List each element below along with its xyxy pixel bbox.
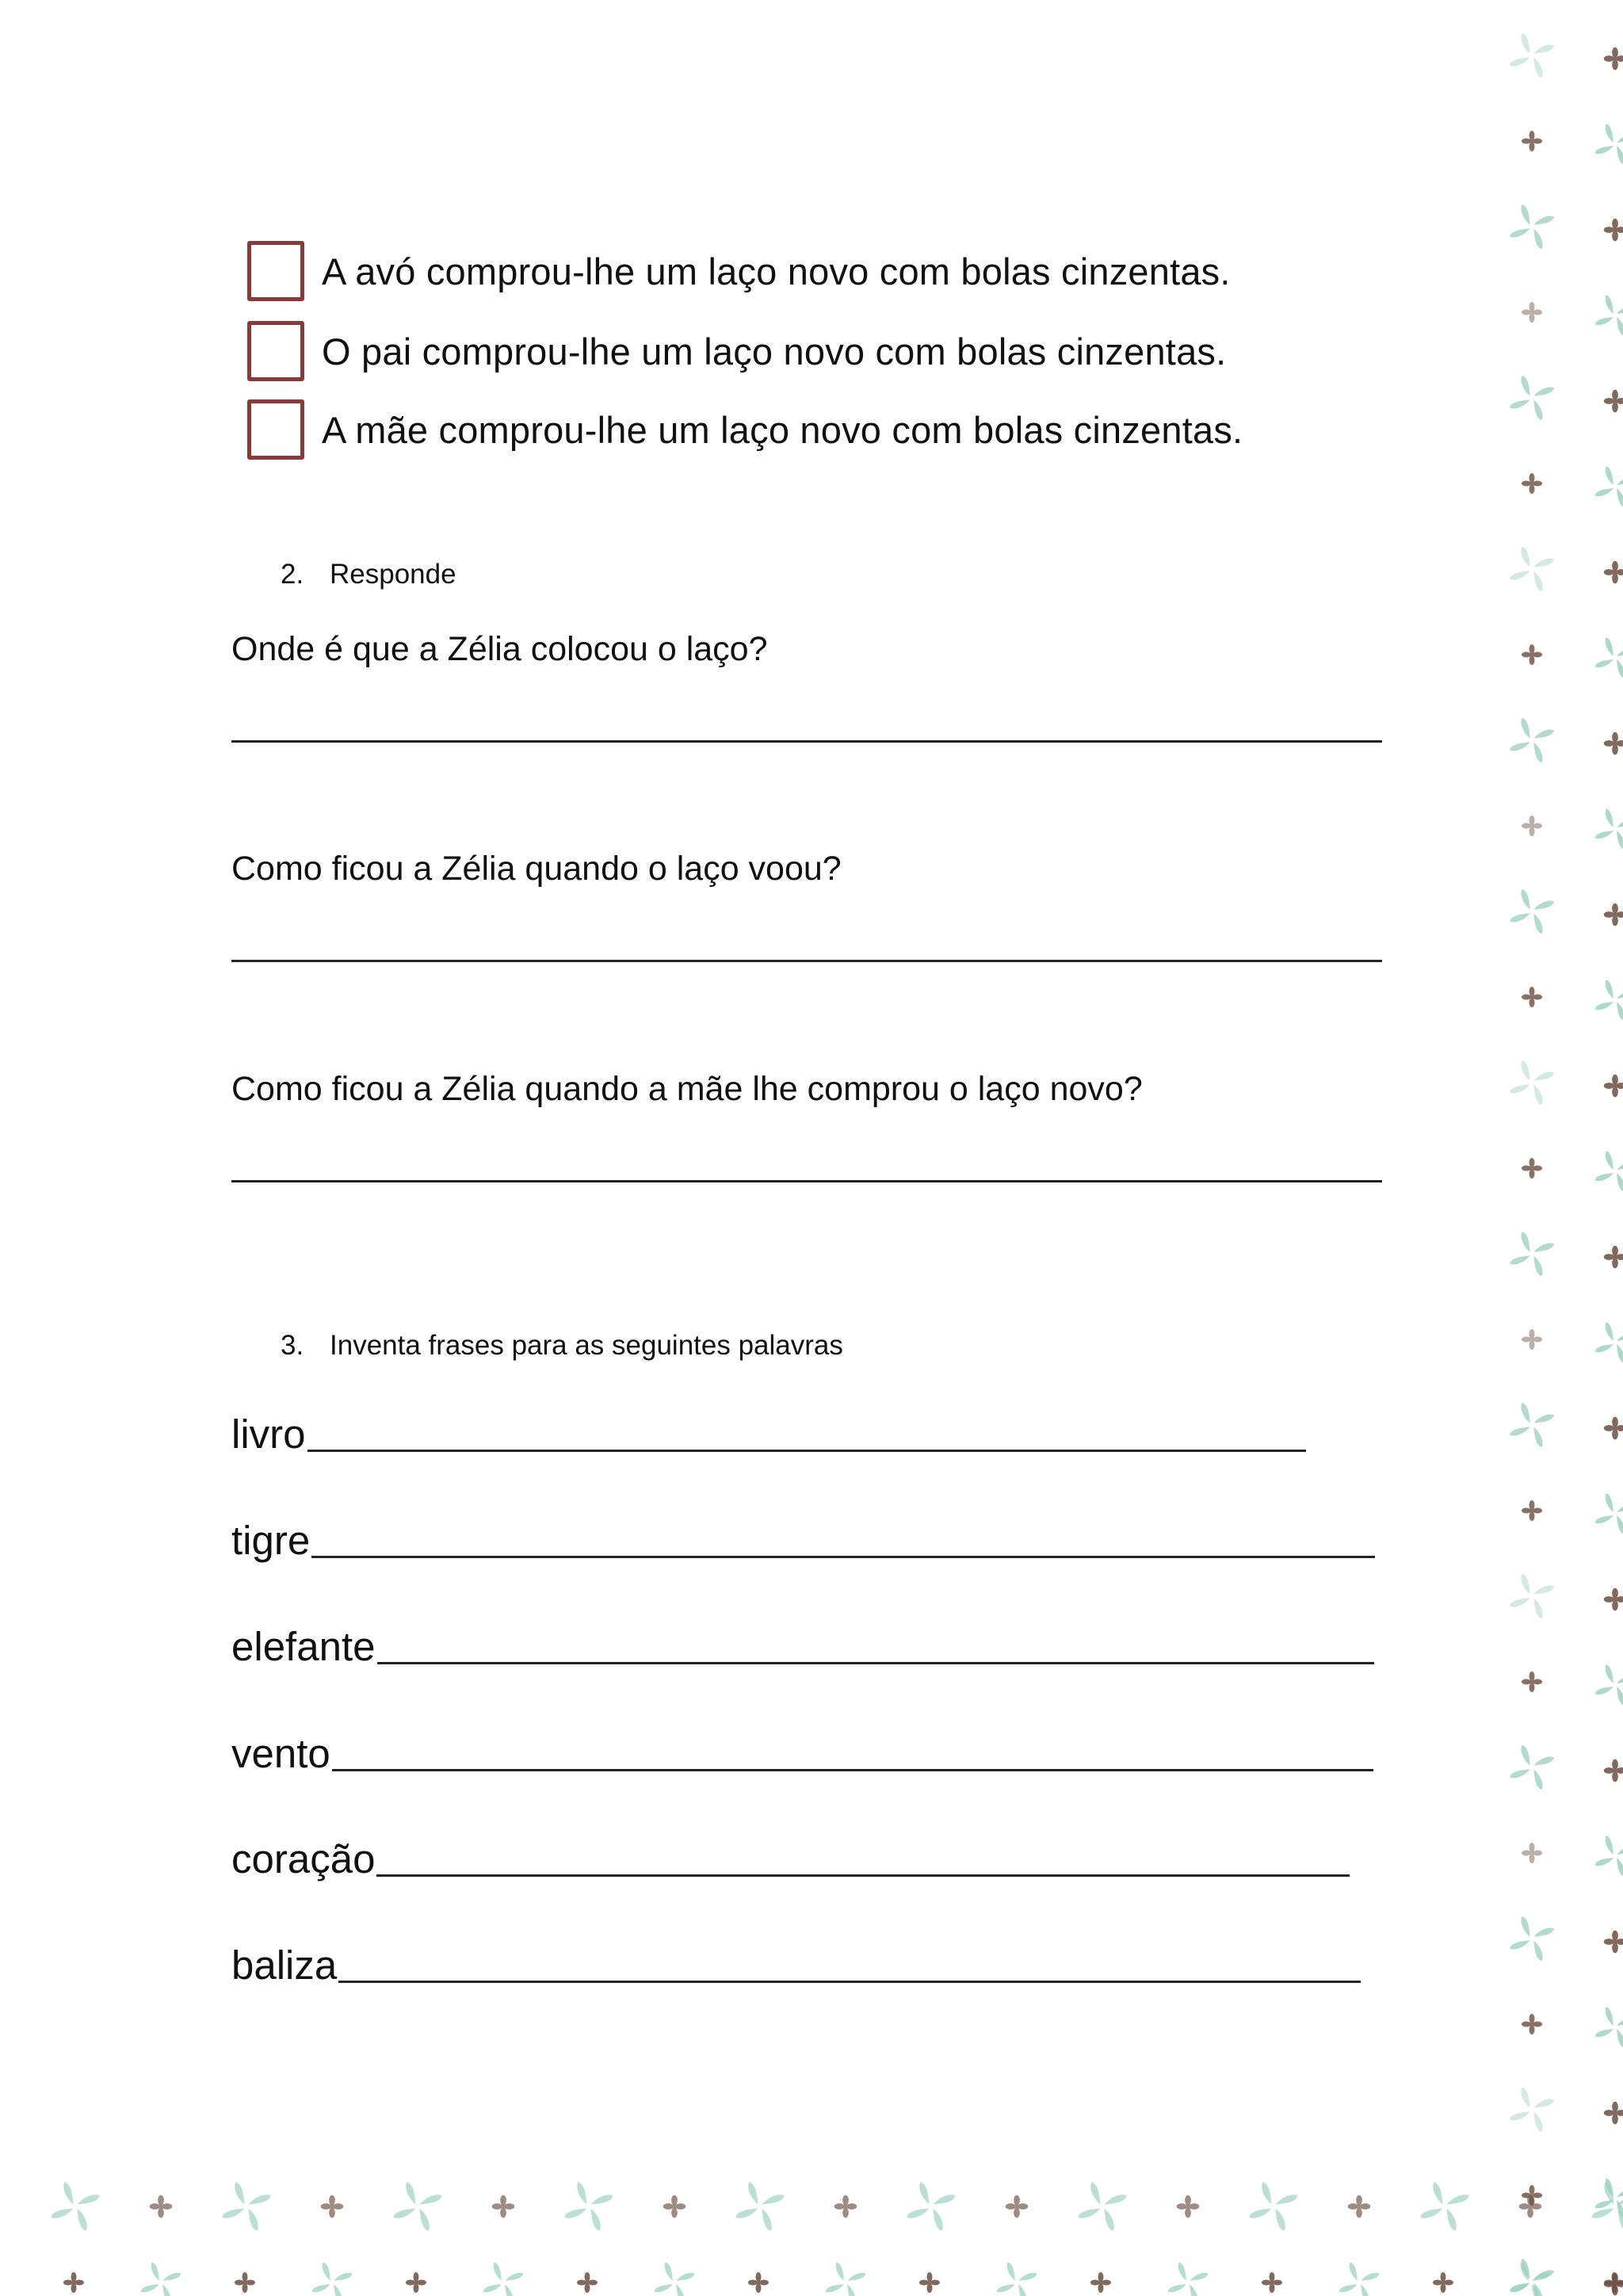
word-answer-line[interactable] xyxy=(338,1946,1361,1983)
flower-icon xyxy=(1604,1759,1623,1782)
flower-icon xyxy=(834,2195,857,2218)
flower-icon xyxy=(1604,48,1623,71)
word-row-6 xyxy=(231,1942,1361,1989)
flower-icon xyxy=(748,2272,769,2293)
option-1[interactable] xyxy=(247,238,1231,304)
leaf-cross-icon xyxy=(1509,1231,1555,1277)
leaf-cross-icon xyxy=(1594,295,1623,336)
flower-icon xyxy=(1433,2272,1453,2293)
leaf-cross-icon xyxy=(1594,1322,1623,1363)
leaf-cross-icon xyxy=(51,2182,101,2232)
flower-icon xyxy=(1604,2102,1623,2125)
section-3-number: 3. xyxy=(281,1330,304,1361)
leaf-cross-icon xyxy=(1510,2262,1551,2296)
flower-icon xyxy=(1006,2195,1029,2218)
leaf-cross-icon xyxy=(1167,2262,1209,2296)
leaf-cross-icon xyxy=(483,2262,524,2296)
flower-icon xyxy=(321,2195,344,2218)
flower-icon xyxy=(1604,1246,1623,1269)
section-2-heading xyxy=(281,559,456,590)
flower-icon xyxy=(492,2195,515,2218)
flower-icon xyxy=(1522,302,1542,323)
word-label: tigre xyxy=(231,1518,311,1563)
leaf-cross-icon xyxy=(1509,204,1555,250)
leaf-cross-icon xyxy=(1249,2182,1299,2232)
leaf-cross-icon xyxy=(140,2262,181,2296)
section-2-title: Responde xyxy=(330,559,456,590)
word-answer-line[interactable] xyxy=(311,1521,1375,1558)
leaf-cross-icon xyxy=(222,2182,272,2232)
leaf-cross-icon xyxy=(1509,1060,1555,1106)
leaf-cross-icon xyxy=(1594,1151,1623,1192)
leaf-cross-icon xyxy=(1594,124,1623,165)
option-1-checkbox[interactable] xyxy=(247,241,304,301)
flower-icon xyxy=(1348,2195,1371,2218)
flower-icon xyxy=(406,2272,426,2293)
option-3-text: A mãe comprou-lhe um laço novo com bolas cinzentas. xyxy=(322,408,1243,451)
leaf-cross-icon xyxy=(1509,1744,1555,1790)
flower-icon xyxy=(1177,2195,1200,2218)
word-label: elefante xyxy=(231,1624,376,1669)
leaf-cross-icon xyxy=(1594,980,1623,1021)
leaf-cross-icon xyxy=(564,2182,614,2232)
word-label: vento xyxy=(231,1731,330,1776)
word-label: livro xyxy=(231,1412,306,1457)
leaf-cross-icon xyxy=(1509,32,1555,78)
flower-icon xyxy=(1522,987,1542,1007)
leaf-cross-icon xyxy=(825,2262,866,2296)
leaf-cross-icon xyxy=(393,2182,443,2232)
option-2-checkbox[interactable] xyxy=(247,321,304,381)
leaf-cross-icon xyxy=(1078,2182,1128,2232)
flower-icon xyxy=(1522,816,1542,836)
leaf-cross-icon xyxy=(1594,1664,1623,1706)
word-answer-line[interactable] xyxy=(307,1415,1306,1452)
section-3-heading xyxy=(281,1330,843,1362)
answer-line-2a[interactable] xyxy=(231,713,1382,743)
flower-icon xyxy=(1522,1500,1542,1521)
flower-icon xyxy=(1604,732,1623,755)
leaf-cross-icon xyxy=(1594,1836,1623,1877)
flower-icon xyxy=(1522,1158,1542,1179)
flower-icon xyxy=(1604,1931,1623,1954)
word-row-4 xyxy=(231,1730,1373,1778)
word-label: baliza xyxy=(231,1943,338,1988)
section-2-number: 2. xyxy=(281,559,304,590)
flower-icon xyxy=(1522,2014,1542,2034)
word-answer-line[interactable] xyxy=(332,1734,1373,1771)
flower-icon xyxy=(919,2272,940,2293)
option-2-text: O pai comprou-lhe um laço novo com bolas cinzentas. xyxy=(322,330,1227,372)
leaf-cross-icon xyxy=(1509,375,1555,421)
flower-icon xyxy=(150,2195,173,2218)
leaf-cross-icon xyxy=(735,2182,785,2232)
flower-icon xyxy=(1522,1671,1542,1692)
word-row-3 xyxy=(231,1623,1374,1671)
section-3-title: Inventa frases para as seguintes palavras xyxy=(330,1330,843,1361)
leaf-cross-icon xyxy=(1594,2007,1623,2048)
flower-icon xyxy=(235,2272,255,2293)
leaf-cross-icon xyxy=(311,2262,353,2296)
leaf-cross-icon xyxy=(1594,637,1623,678)
flower-icon xyxy=(1604,2272,1623,2293)
leaf-cross-icon xyxy=(907,2182,957,2232)
flower-icon xyxy=(63,2272,84,2293)
option-3-checkbox[interactable] xyxy=(247,399,304,460)
flower-icon xyxy=(1604,1417,1623,1440)
word-answer-line[interactable] xyxy=(376,1839,1350,1877)
option-2[interactable] xyxy=(247,318,1226,384)
flower-icon xyxy=(1262,2272,1282,2293)
flower-icon xyxy=(1604,561,1623,584)
word-row-2 xyxy=(231,1517,1375,1564)
leaf-cross-icon xyxy=(1509,546,1555,592)
leaf-cross-icon xyxy=(1594,1493,1623,1534)
option-1-text: A avó comprou-lhe um laço novo com bolas cinzentas. xyxy=(322,250,1231,292)
flower-icon xyxy=(1604,390,1623,413)
flower-icon xyxy=(577,2272,598,2293)
question-2c: Como ficou a Zélia quando a mãe lhe comprou o laço novo? xyxy=(231,1070,1143,1108)
flower-icon xyxy=(1522,1843,1542,1863)
flower-icon xyxy=(1604,1075,1623,1098)
flower-icon xyxy=(663,2195,686,2218)
leaf-cross-icon xyxy=(654,2262,695,2296)
leaf-cross-icon xyxy=(996,2262,1037,2296)
flower-icon xyxy=(1522,131,1542,151)
leaf-cross-icon xyxy=(1509,1916,1555,1962)
question-2a: Onde é que a Zélia colocou o laço? xyxy=(231,630,768,668)
leaf-cross-icon xyxy=(1509,717,1555,763)
answer-line-2c[interactable] xyxy=(231,1153,1382,1182)
leaf-cross-icon xyxy=(1509,888,1555,934)
flower-icon xyxy=(1522,1329,1542,1350)
leaf-cross-icon xyxy=(1594,808,1623,850)
word-label: coração xyxy=(231,1836,376,1881)
flower-icon xyxy=(1519,2195,1542,2218)
flower-icon xyxy=(1522,644,1542,665)
word-row-5 xyxy=(231,1836,1350,1883)
leaf-cross-icon xyxy=(1338,2262,1380,2296)
leaf-cross-icon xyxy=(1509,1402,1555,1448)
leaf-cross-icon xyxy=(1594,466,1623,507)
flower-icon xyxy=(1522,473,1542,494)
flower-icon xyxy=(1604,904,1623,926)
flower-icon xyxy=(1090,2272,1111,2293)
decorative-border-bottom xyxy=(0,2172,1623,2296)
answer-line-2b[interactable] xyxy=(231,933,1382,962)
leaf-cross-icon xyxy=(1591,2182,1623,2232)
flower-icon xyxy=(1604,219,1623,242)
leaf-cross-icon xyxy=(1420,2182,1470,2232)
word-row-1 xyxy=(231,1411,1306,1458)
decorative-border-right xyxy=(1496,0,1623,2296)
question-2b: Como ficou a Zélia quando o laço voou? xyxy=(231,850,842,888)
option-3[interactable] xyxy=(247,396,1243,463)
leaf-cross-icon xyxy=(1509,1573,1555,1619)
word-answer-line[interactable] xyxy=(377,1627,1374,1664)
leaf-cross-icon xyxy=(1509,2087,1555,2133)
flower-icon xyxy=(1604,1588,1623,1611)
